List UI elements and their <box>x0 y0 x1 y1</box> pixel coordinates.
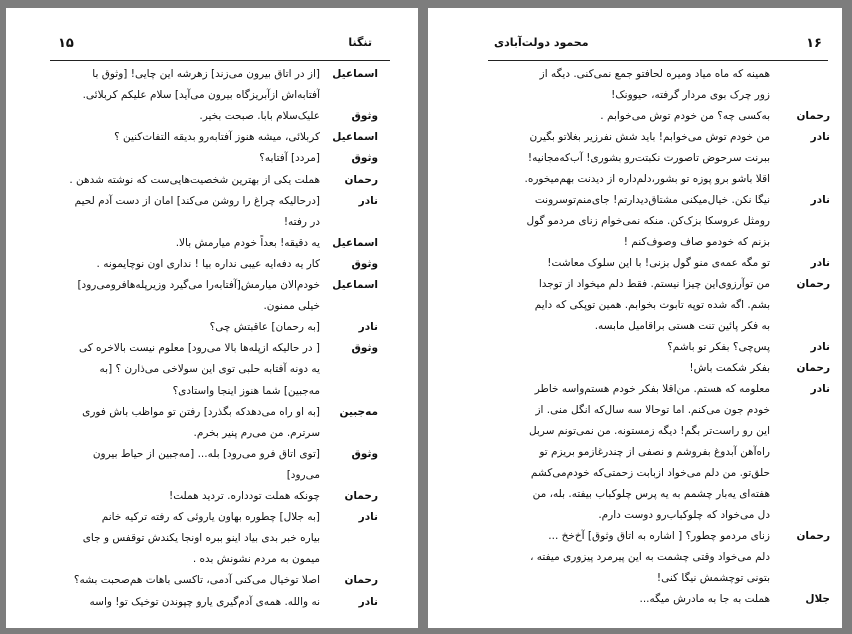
text-line: کار یه دفه‌ایه عیبی نداره بیا ! نداری اون نوچایمونه . <box>96 257 320 270</box>
text-line: کربلائی، میشه هنوز آفتابه‌رو بدیقه التفات‌کنین ؟ <box>114 131 320 144</box>
text-line: [مردد] آفتابه؟ <box>259 152 320 165</box>
right-page-header <box>428 36 842 54</box>
speaker-name: اسماعیل <box>332 279 378 291</box>
text-line: دلم می‌خواد وقتی چشمت به این پیرمرد پیزوری میفته ، <box>530 551 770 563</box>
text-line: هملت یکی از بهترین شخصیت‌هایی‌ست که نوشته شدهن . <box>69 173 320 186</box>
speaker-name: نادر <box>358 321 378 334</box>
left-page-header <box>6 36 418 54</box>
text-line: میمون به مردم نشونش بده . <box>192 553 320 566</box>
header-rule <box>50 60 390 61</box>
text-line: [از در اتاق بیرون می‌زند] زهرشه این چایی! [وثوق با <box>92 68 320 80</box>
speaker-name: وثوق <box>351 447 378 460</box>
text-line: ببرنت سرحوض تاصورت نکبتت‌رو بشوری! آب‌که‌مجانیه! <box>527 152 770 164</box>
speaker-name: وثوق <box>351 110 378 123</box>
text-line: دل می‌خواد که چلوکباب‌رو دوست دارم. <box>598 509 770 521</box>
speaker-name: وثوق <box>351 152 378 165</box>
speaker-name: رحمان <box>796 110 830 122</box>
text-line: هفته‌ای یه‌بار چشمم به یه پرس چلوکباب بیفته. بله، من <box>532 488 770 500</box>
text-line: حلق‌تو. من دلم می‌خواد ازبابت زحمتی‌که خودم‌می‌کشم <box>530 467 770 479</box>
text-line: خودم جون می‌کنم. اما توحالا سه سال‌که انگل منی. از <box>535 404 770 416</box>
text-line: پس‌چی؟ بفکر تو باشم؟ <box>667 341 770 353</box>
text-line: علیک‌سلام بابا. صبحت بخیر. <box>199 110 320 123</box>
text-line: همینه که ماه میاد ومیره لحافتو جمع نمی‌کنی. دیگه از <box>539 68 770 80</box>
text-line: چونکه هملت تودداره. تردید هملت! <box>169 490 320 502</box>
text-line: بزنم که خودمو صاف وصوف‌کنم ! <box>623 236 770 248</box>
speaker-name: رحمان <box>344 574 378 587</box>
speaker-name: رحمان <box>796 278 830 290</box>
text-line: خودم‌الان میارمش[آفتابه‌را می‌گیرد وزیرپله‌هافرومی‌رود] <box>77 279 320 291</box>
speaker-name: نادر <box>358 194 378 207</box>
text-line: [درحالیکه چراغ را روشن می‌کند] امان از دست آدم لحیم <box>74 194 320 207</box>
speaker-name: اسماعیل <box>332 68 378 80</box>
speaker-name: وثوق <box>351 257 378 270</box>
speaker-name: نادر <box>358 595 378 608</box>
text-line: زنای مردمو چطور؟ [ اشاره به اتاق وثوق] آخ‌خخ ... <box>548 530 770 542</box>
text-line: این رو راست‌تر بگم! دیگه زمستونه. من نمی‌تونم سربل <box>528 425 770 437</box>
text-line: سرترم. من می‌رم پنیر بخرم. <box>193 426 320 439</box>
text-line: یه دقیقه! بعداً خودم میارمش بالا. <box>175 236 320 249</box>
speaker-name: رحمان <box>344 490 378 502</box>
text-line: به‌کسی چه؟ من خودم توش می‌خوابم . <box>600 110 770 122</box>
running-title: تنگنا <box>348 36 372 49</box>
text-line: نیگا نکن. خیال‌میکنی مشتاق‌دیدارتم! جای‌منم‌توسرونت <box>534 194 770 206</box>
text-line: اقلا باشو برو پوزه‌ تو بشور،دلم‌داره از دیدنت بهم‌میخوره. <box>524 173 770 185</box>
text-line: [ در حالیکه ازپله‌ها بالا می‌رود] معلوم نیست بالاخره کی <box>78 342 320 355</box>
text-line: من خودم توش می‌خوابم! باید شش نفرزیر بغلاتو بگیرن <box>529 131 770 143</box>
speaker-name: نادر <box>358 511 378 524</box>
speaker-name: اسماعیل <box>332 131 378 144</box>
right-page <box>428 8 842 628</box>
page-number: ۱۵ <box>58 36 74 51</box>
text-line: راه‌آهن آبدوغ بفروشم و نصفی از چندرغازمو بریزم تو <box>539 446 770 458</box>
text-line: [به او راه می‌دهدکه بگذرد] رفتن تو مواظب باش فوری <box>82 405 320 418</box>
text-line: زور چرک بوی مردار گرفته، حیوونک! <box>611 89 770 101</box>
text-line: بتونی توچشمش نیگا کنی! <box>656 572 770 584</box>
page-number: ۱۶ <box>806 36 822 51</box>
text-line: رومثل عروسکا بزک‌کن. منکه نمی‌خوام زنای مردمو گول <box>526 215 770 227</box>
speaker-name: اسماعیل <box>332 236 378 249</box>
left-page <box>6 8 418 628</box>
text-line: خیلی ممنون. <box>263 300 320 313</box>
text-line: می‌رود] <box>286 468 320 481</box>
text-line: به فکر پائین تنت هستی براقامیل مابسه. <box>594 320 770 332</box>
speaker-name: رحمان <box>796 362 830 374</box>
speaker-name: نادر <box>810 194 830 206</box>
text-line: هملت به جا به مادرش میگه... <box>639 593 770 605</box>
header-rule <box>488 60 828 61</box>
text-line: تو مگه عمه‌ی منو گول بزنی! با این سلوک معاشت! <box>547 257 770 269</box>
text-line: اصلا توخیال می‌کنی آدمی، تاکسی باهات هم‌صحبت بشه؟ <box>73 574 320 587</box>
text-line: نه والله. همه‌ی آدم‌گیری یارو چپوندن توخیک تو! واسه <box>89 595 320 608</box>
text-line: مه‌جبین] شما هنوز اینجا واستادی؟ <box>172 384 320 397</box>
text-line: بفکر شکمت باش! <box>689 362 770 374</box>
text-line: بیاره خبر بدی بیاد اینو ببره اونجا یکندش توقفس و جای <box>82 532 320 545</box>
text-line: یه دونه آفتابه حلبی توی این سولاخی می‌ذارن ؟ [به <box>99 363 320 376</box>
speaker-name: مه‌جبین <box>339 405 378 418</box>
text-line: معلومه که هستم. من‌اقلا بفکر خودم هستم‌واسه خاطر <box>534 383 770 395</box>
speaker-name: رحمان <box>796 530 830 542</box>
text-line: در رفته! <box>283 215 320 228</box>
text-line: آفتابه‌اش ازآبریزگاه بیرون می‌آید] سلام علیکم کربلائی. <box>82 89 320 102</box>
speaker-name: رحمان <box>344 173 378 186</box>
text-line: بشم. اگه شده توپه تابوت بخوابم. همین توپکی که دایم <box>534 299 770 311</box>
speaker-name: نادر <box>810 383 830 395</box>
text-line: من توآرزوی‌این چیزا نیستم. فقط دلم میخواد از توجدا <box>538 278 770 290</box>
speaker-name: نادر <box>810 131 830 143</box>
speaker-name: جلال <box>805 593 830 605</box>
speaker-name: نادر <box>810 257 830 269</box>
running-title: محمود دولت‌آبادی <box>494 36 589 49</box>
text-line: [توی اتاق فرو می‌رود] بله... [مه‌جبین از حیاط بیرون <box>92 447 320 460</box>
speaker-name: نادر <box>810 341 830 353</box>
text-line: [به جلال] چطوره بهاون یاروئی که رفته ترکیه خانم <box>101 511 320 524</box>
text-line: [به رحمان] عاقبتش چی؟ <box>209 321 320 334</box>
speaker-name: وثوق <box>351 342 378 355</box>
